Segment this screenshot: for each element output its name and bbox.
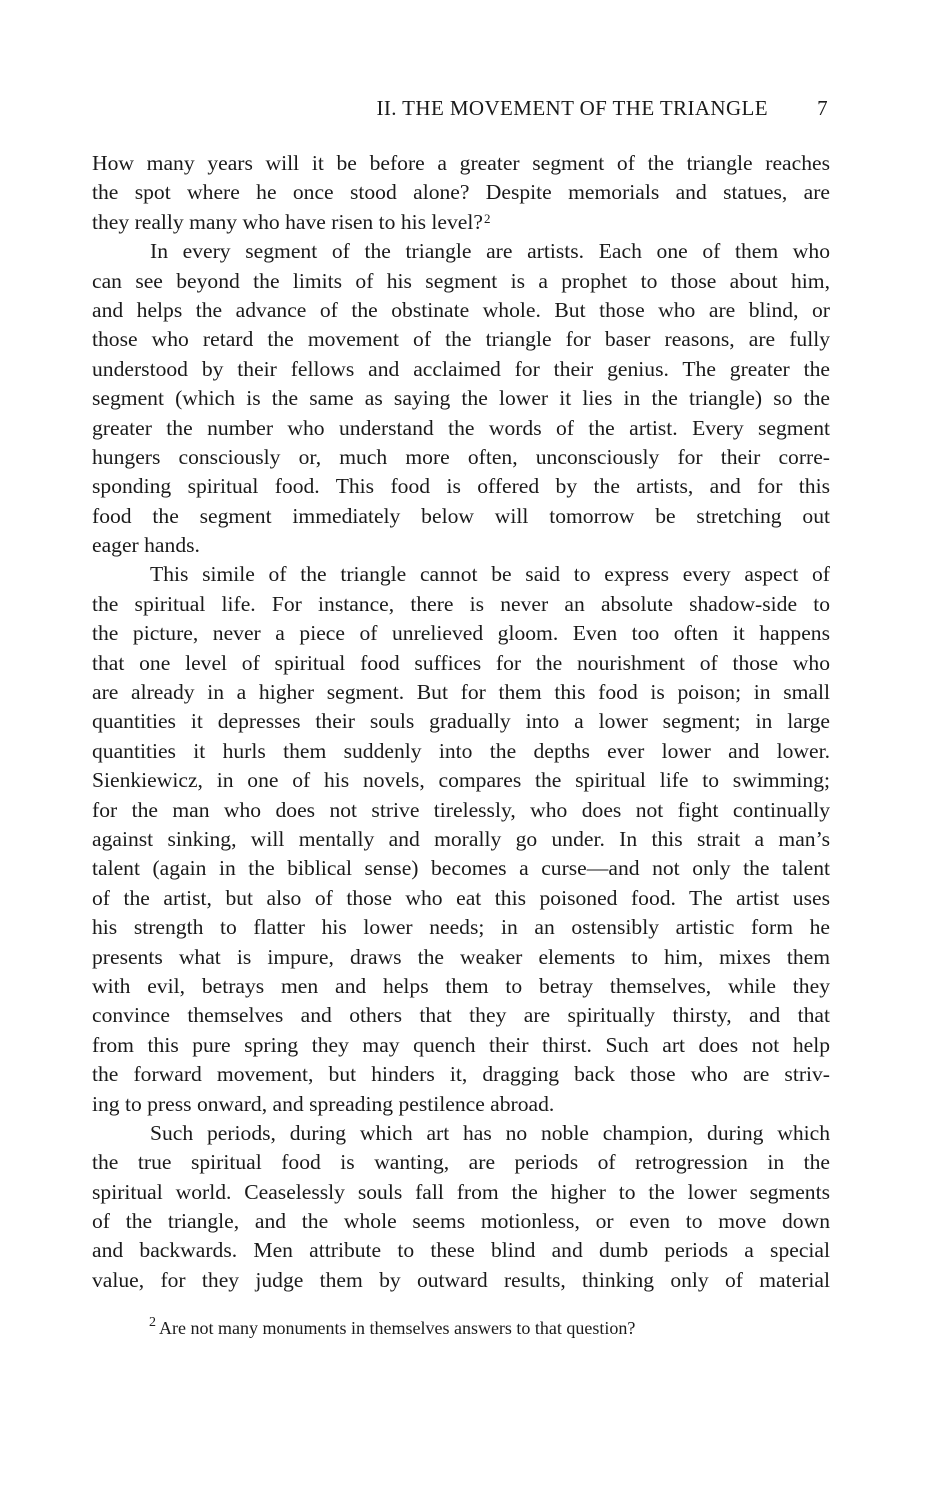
text-line: sponding spiritual food. This food is offered by the artists, and for this xyxy=(92,474,830,499)
text-line: from this pure spring they may quench their thirst. Such art does not help xyxy=(92,1032,830,1057)
text-line: understood by their fellows and acclaimed for their genius. The greater the xyxy=(92,356,830,381)
text-line: those who retard the movement of the triangle for baser reasons, are fully xyxy=(92,327,830,352)
paragraph-start-line: In every segment of the triangle are artists. Each one of them who xyxy=(150,239,830,264)
text-line: the forward movement, but hinders it, dragging back those who are striv- xyxy=(92,1062,830,1087)
text-line: of the artist, but also of those who eat this poisoned food. The artist uses xyxy=(92,885,830,910)
text-line: his strength to flatter his lower needs; in an ostensibly artistic form he xyxy=(92,915,830,940)
text-line: the spiritual life. For instance, there is never an absolute shadow-side to xyxy=(92,591,830,616)
text-line: with evil, betrays men and helps them to betray themselves, while they xyxy=(92,973,830,998)
chapter-title: II. THE MOVEMENT OF THE TRIANGLE xyxy=(376,96,768,120)
text-line: eager hands. xyxy=(92,533,200,558)
text-line-content: they really many who have risen to his level? xyxy=(92,209,483,234)
text-line: ing to press onward, and spreading pestilence abroad. xyxy=(92,1091,555,1116)
text-line: the true spiritual food is wanting, are periods of retrogression in the xyxy=(92,1150,830,1175)
text-line: food the segment immediately below will tomorrow be stretching out xyxy=(92,503,830,528)
text-line: convince themselves and others that they are spiritually thirsty, and that xyxy=(92,1003,830,1028)
text-line: quantities it depresses their souls gradually into a lower segment; in large xyxy=(92,709,830,734)
footnote xyxy=(148,1316,830,1340)
text-line: that one level of spiritual food suffices for the nourishment of those who xyxy=(92,650,830,675)
paragraph-start-line: Such periods, during which art has no noble champion, during which xyxy=(150,1120,830,1145)
text-line: quantities it hurls them suddenly into the depths ever lower and lower. xyxy=(92,738,830,763)
text-line: and helps the advance of the obstinate whole. But those who are blind, or xyxy=(92,297,830,322)
text-line: talent (again in the biblical sense) becomes a curse—and not only the talent xyxy=(92,856,830,881)
text-line: segment (which is the same as saying the lower it lies in the triangle) so the xyxy=(92,386,830,411)
text-line: hungers consciously or, much more often, unconsciously for their corre- xyxy=(92,444,830,469)
text-line: greater the number who understand the words of the artist. Every segment xyxy=(92,415,830,440)
page-number: 7 xyxy=(817,96,828,120)
text-line: How many years will it be before a greater segment of the triangle reaches xyxy=(92,151,830,175)
footnote-text: Are not many monuments in themselves answers to that question? xyxy=(159,1318,636,1338)
running-header xyxy=(92,96,830,124)
text-line: for the man who does not strive tirelessly, who does not fight continually xyxy=(92,797,830,822)
text-line: against sinking, will mentally and morally go under. In this strait a man’s xyxy=(92,826,830,851)
text-line: spiritual world. Ceaselessly souls fall from the higher to the lower segments xyxy=(92,1179,830,1204)
text-line: can see beyond the limits of his segment is a prophet to those about him, xyxy=(92,268,830,293)
text-line: the picture, never a piece of unrelieved gloom. Even too often it happens xyxy=(92,621,830,646)
text-line: value, for they judge them by outward results, thinking only of material xyxy=(92,1267,830,1292)
paragraph-start-line: This simile of the triangle cannot be said to express every aspect of xyxy=(150,562,830,587)
footnote-marker: 2 xyxy=(149,1315,156,1330)
text-line: and backwards. Men attribute to these blind and dumb periods a special xyxy=(92,1238,830,1263)
body-text xyxy=(92,149,830,1295)
text-line: Sienkiewicz, in one of his novels, compares the spiritual life to swimming; xyxy=(92,768,830,793)
text-line: presents what is impure, draws the weaker elements to him, mixes them xyxy=(92,944,830,969)
text-line xyxy=(92,208,830,237)
footnote-reference: 2 xyxy=(483,210,491,226)
text-line: the spot where he once stood alone? Despite memorials and statues, are xyxy=(92,180,830,205)
text-line: of the triangle, and the whole seems motionless, or even to move down xyxy=(92,1209,830,1234)
text-line: are already in a higher segment. But for them this food is poison; in small xyxy=(92,680,830,705)
